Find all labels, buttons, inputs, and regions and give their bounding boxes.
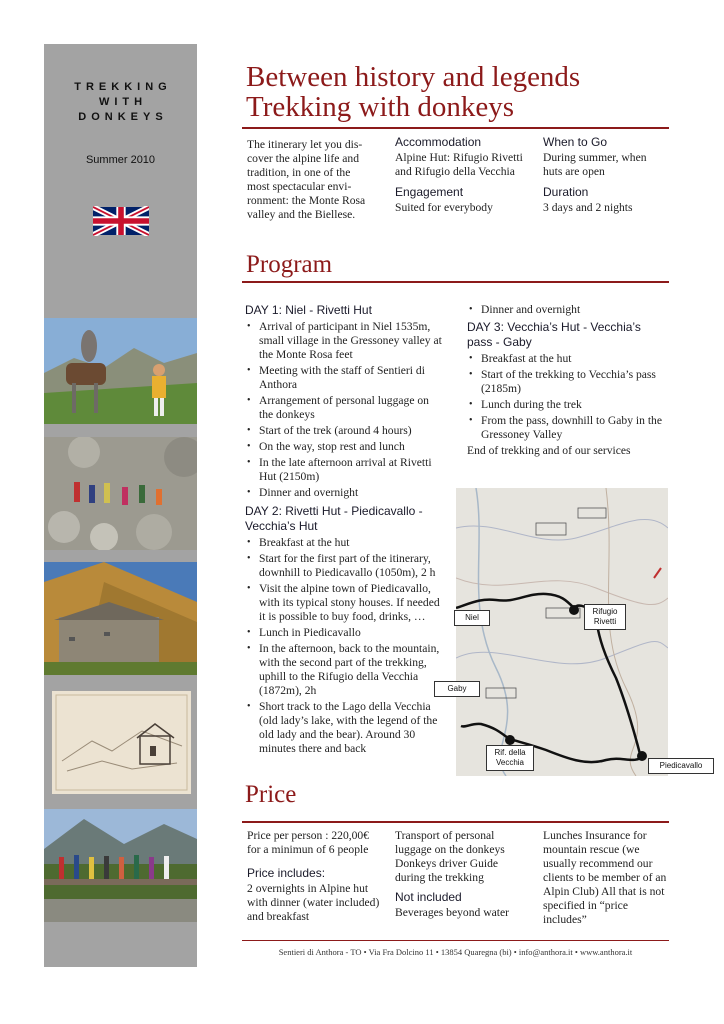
list-item: • Dinner and overnight [259,486,443,500]
sidebar-title [44,80,197,125]
program-right-column [467,301,667,458]
program-heading: Program [246,251,333,278]
footer-divider [242,940,669,941]
price-per-person: Price per person : 220,00€ for a minimun of 6 people [247,829,370,856]
map-label-piedicavallo: Piedicavallo [648,758,714,774]
donkey-photo [44,318,197,424]
info-column-1 [395,134,530,215]
sidebar-title-line-3: DONKEYS [78,111,168,123]
end-of-trek-text: End of trekking and of our services [467,444,631,457]
day2-carry-list [467,303,667,317]
list-item: • Start for the first part of the itinerary, downhill to Piedicavallo (1050m), 2 h [259,552,443,580]
list-item: • Breakfast at the hut [259,536,443,550]
title-divider [242,127,669,129]
price-column-1 [247,829,384,924]
info-column-2 [543,134,668,215]
stone-hut-photo [44,562,197,675]
intro-line: valley and the Biellese. [247,208,356,221]
list-item: • In the afternoon, back to the mountain, with the second part of the trekking, uphill to the Rifugio della Vecchia (1872m), 2h [259,642,443,698]
route-map-drawing [456,488,668,776]
list-item: • Visit the alpine town of Piedicavallo, with its typical stony houses. If needed it is possible to buy food, drinks, … [259,582,443,624]
day3-title: DAY 3: Vecchia’s Hut - Vecchia’s pass - Gaby [467,320,641,349]
intro-line: ronment: the Monte Rosa [247,194,366,207]
day3-list [467,352,667,442]
hikers-rocks-photo [44,437,197,550]
when-heading: When to Go [543,135,608,149]
route-map [447,488,668,776]
price-col3-text: Lunches Insurance for mountain rescue (we usually recommend our clients to be member of an Alpin Club) All that is not specified in “price includes” [543,829,667,926]
list-item: • Dinner and overnight [481,303,667,317]
price-includes-col2: Transport of personal luggage on the donkeys Donkeys driver Guide during the trekking [395,829,505,884]
price-column-2 [395,829,530,920]
list-item: • Breakfast at the hut [481,352,667,366]
list-item: • Meeting with the staff of Sentieri di Anthora [259,364,443,392]
sidebar-title-line-2: WITH [98,96,148,108]
price-column-3 [543,829,668,927]
price-divider [242,821,669,823]
day2-title: DAY 2: Rivetti Hut - Piedicavallo - Vecchia’s Hut [245,504,423,533]
list-item: • Short track to the Lago della Vecchia (old lady’s lake, with the legend of the old lady and the bear). Around 30 minutes there and back [259,700,443,756]
program-divider [242,281,669,283]
accommodation-heading: Accommodation [395,135,482,149]
list-item: • Lunch during the trek [481,398,667,412]
intro-line: The itinerary let you dis- [247,138,363,151]
accommodation-text: Alpine Hut: Rifugio Rivetti and Rifugio della Vecchia [395,151,523,178]
engagement-heading: Engagement [395,185,464,199]
list-item: • Lunch in Piedicavallo [259,626,443,640]
map-label-vecchia: Rif. della Vecchia [486,745,534,771]
price-heading: Price [245,781,297,808]
duration-heading: Duration [543,185,589,199]
price-includes-heading: Price includes: [247,866,326,880]
not-included-text: Beverages beyond water [395,906,509,919]
page-title-line-1: Between history and legends [246,61,581,93]
intro-text [247,138,387,222]
list-item: • In the late afternoon arrival at Rivetti Hut (2150m) [259,456,443,484]
day2-list [245,536,443,756]
map-label-niel: Niel [454,610,490,626]
uk-flag-icon [93,206,149,236]
page-title-line-2: Trekking with donkeys [246,91,514,123]
when-text: During summer, when huts are open [543,151,647,178]
engagement-text: Suited for everybody [395,201,493,214]
group-bridge-photo [44,809,197,922]
duration-text: 3 days and 2 nights [543,201,633,214]
hut-sketch [52,691,191,794]
map-label-rivetti: Rifugio Rivetti [584,604,626,630]
program-left-column [245,303,443,758]
intro-line: tradition, in one of the [247,166,351,179]
price-includes-text: 2 overnights in Alpine hut with dinner (water included) and breakfast [247,882,380,923]
list-item: • Start of the trek (around 4 hours) [259,424,443,438]
list-item: • Start of the trekking to Vecchia’s pass (2185m) [481,368,667,396]
page-title [246,62,580,122]
sidebar-title-line-1: TREKKING [74,81,172,93]
list-item: • Arrival of participant in Niel 1535m, small village in the Gressoney valley at the Monte Rosa feet [259,320,443,362]
not-included-heading: Not included [395,890,462,904]
footer-contact: Sentieri di Anthora - TO • Via Fra Dolcino 11 • 13854 Quaregna (bi) • info@anthora.it • www.anthora.it [278,947,633,957]
intro-line: cover the alpine life and [247,152,360,165]
intro-line: most spectacular envi- [247,180,352,193]
season-label: Summer 2010 [85,154,156,166]
list-item: • From the pass, downhill to Gaby in the Gressoney Valley [481,414,667,442]
day1-list [245,320,443,500]
map-label-gaby: Gaby [434,681,480,697]
sidebar [44,44,197,967]
list-item: • On the way, stop rest and lunch [259,440,443,454]
day1-title: DAY 1: Niel - Rivetti Hut [245,303,372,317]
list-item: • Arrangement of personal luggage on the donkeys [259,394,443,422]
